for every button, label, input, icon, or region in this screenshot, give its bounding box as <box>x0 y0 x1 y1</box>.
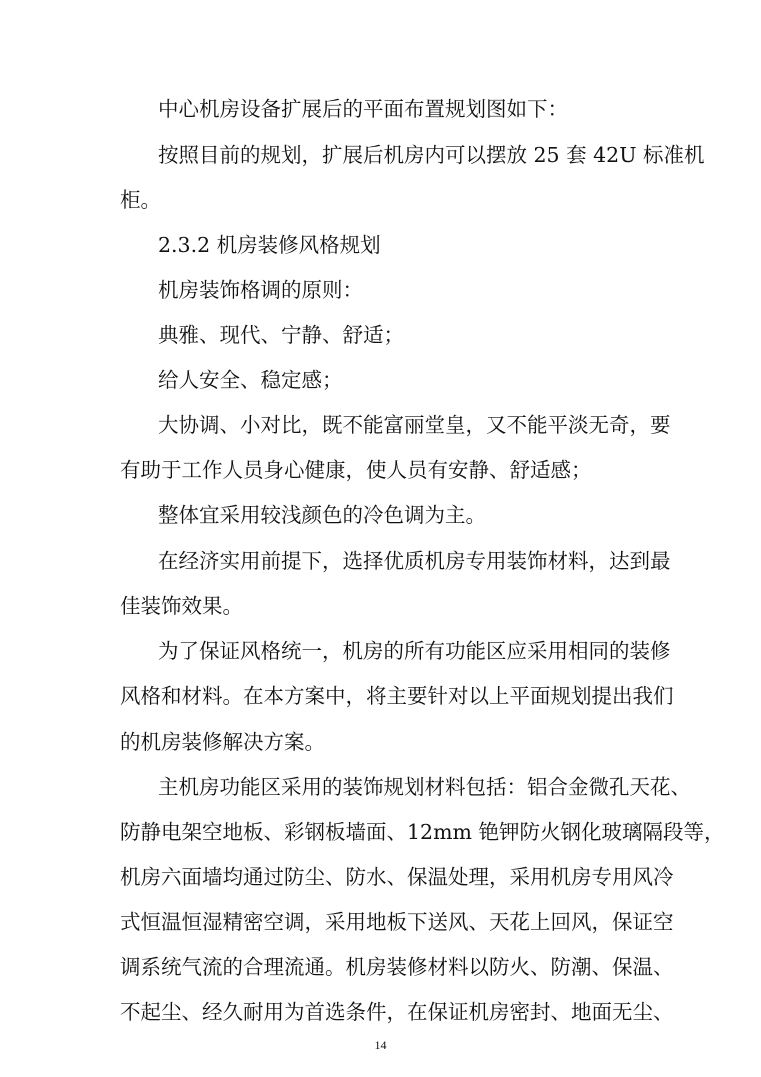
text-line: 机房装饰格调的原则： <box>158 278 363 302</box>
text-line: 调系统气流的合理流通。机房装修材料以防火、防潮、保温、 <box>120 955 674 979</box>
section-heading: 2.3.2 机房装修风格规划 <box>158 233 381 257</box>
text-line: 风格和材料。在本方案中，将主要针对以上平面规划提出我们 <box>120 684 674 708</box>
text-line: 机房六面墙均通过防尘、防水、保温处理，采用机房专用风冷 <box>120 865 674 889</box>
text-line: 不起尘、经久耐用为首选条件，在保证机房密封、地面无尘、 <box>120 1000 674 1024</box>
text-line: 典雅、现代、宁静、舒适； <box>158 323 404 347</box>
text-line: 整体宜采用较浅颜色的冷色调为主。 <box>158 503 486 527</box>
text-line: 式恒温恒湿精密空调，采用地板下送风、天花上回风，保证空 <box>120 910 674 934</box>
text-line: 的机房装修解决方案。 <box>120 730 325 754</box>
text-line: 在经济实用前提下，选择优质机房专用装饰材料，达到最 <box>158 549 671 573</box>
text-line: 中心机房设备扩展后的平面布置规划图如下： <box>158 97 568 121</box>
text-line: 给人安全、稳定感； <box>158 368 343 392</box>
text-line: 为了保证风格统一，机房的所有功能区应采用相同的装修 <box>158 639 671 663</box>
text-line: 佳装饰效果。 <box>120 594 243 618</box>
text-line: 主机房功能区采用的装饰规划材料包括：铝合金微孔天花、 <box>158 775 691 799</box>
text-line: 防静电架空地板、彩钢板墙面、12mm 铯钾防火钢化玻璃隔段等， <box>120 820 725 844</box>
text-line: 柜。 <box>120 188 161 212</box>
text-line: 大协调、小对比，既不能富丽堂皇，又不能平淡无奇，要 <box>158 413 671 437</box>
text-line: 按照目前的规划，扩展后机房内可以摆放 25 套 42U 标准机 <box>158 143 705 167</box>
page-number: 14 <box>374 1038 387 1052</box>
text-line: 有助于工作人员身心健康，使人员有安静、舒适感； <box>120 458 592 482</box>
